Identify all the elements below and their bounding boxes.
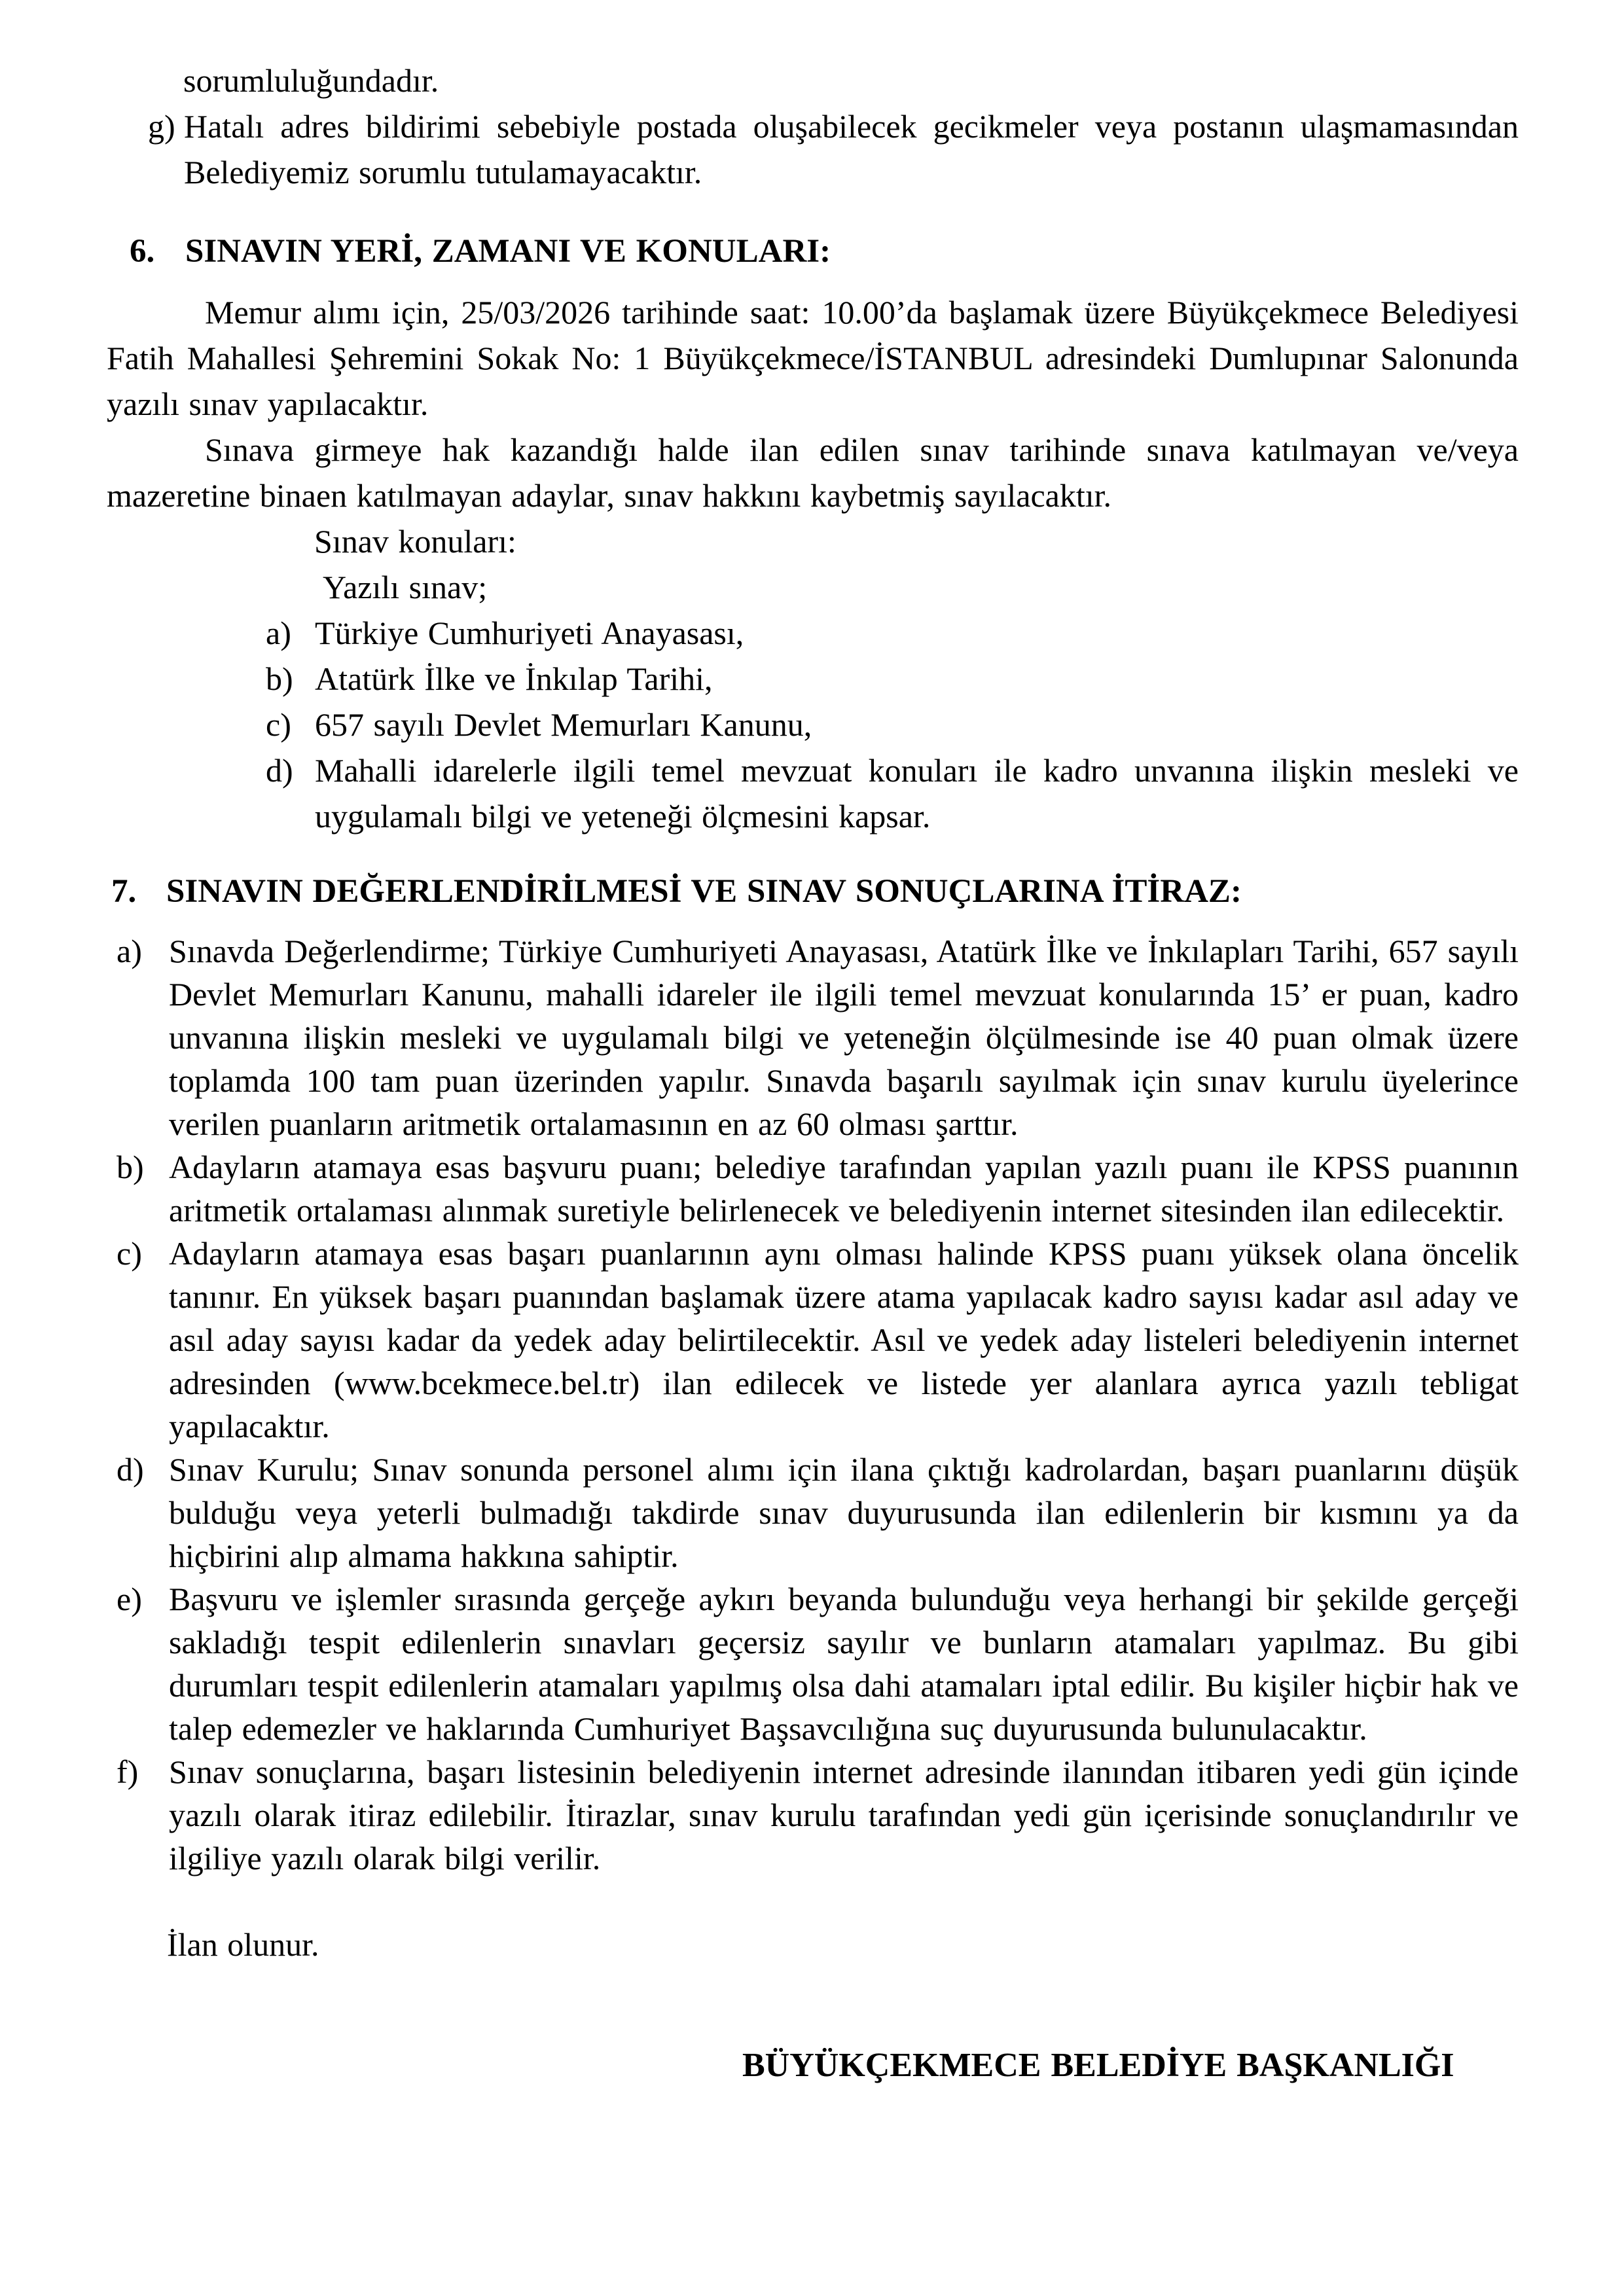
section-7-item-a [107,929,1519,1145]
section-6-heading [130,230,1519,272]
exam-subject-item-a-marker: a) [266,615,291,651]
section-7-item-b-text: Adayların atamaya esas başvuru puanı; belediye tarafından yapılan yazılı puanı ile KPSS puanının aritmetik ortalaması alınmak suretiyle belirlenecek ve belediyenin internet sitesinden ilan edilecektir. [169,1149,1519,1229]
section-7-heading [111,870,1519,912]
section-7-item-d [107,1448,1519,1577]
section-7-item-e-marker: e) [117,1581,142,1617]
section-7-item-e-text: Başvuru ve işlemler sırasında gerçeğe aykırı beyanda bulunduğu veya herhangi bir şekilde gerçeği sakladığı tespit edilenlerin sınavları geçersiz sayılır ve bunların atamaları yapılmaz. Bu gibi durumları tespit edilenlerin atamaları yapılmış olsa dahi atamaları iptal edilir. Bu kişiler hiçbir hak ve talep edemezler ve haklarında Cumhuriyet Başsavcılığına suç duyurusunda bulunulacaktır. [169,1581,1519,1747]
section-6-paragraph-1: Memur alımı için, 25/03/2026 tarihinde saat: 10.00’da başlamak üzere Büyükçekmece Belediyesi Fatih Mahallesi Şehremini Sokak No: 1 Büyükçekmece/İSTANBUL adresindeki Dumlupınar Salonunda yazılı sınav yapılacaktır. [107,294,1519,422]
exam-subject-item-d [107,747,1519,839]
list-item-g-text: Hatalı adres bildirimi sebebiyle postada oluşabilecek gecikmeler veya postanın ulaşmamasından Belediyemiz sorumlu tutulamayacaktır. [184,108,1519,190]
exam-subject-item-b-text: Atatürk İlke ve İnkılap Tarihi, [315,660,713,697]
exam-subject-item-d-text: Mahalli idarelerle ilgili temel mevzuat konuları ile kadro unvanına ilişkin mesleki ve uygulamalı bilgi ve yeteneği ölçmesini kapsar. [315,752,1519,834]
signature-line: BÜYÜKÇEKMECE BELEDİYE BAŞKANLIĞI [742,2047,1454,2084]
section-7-item-b [107,1145,1519,1232]
continuation-text: sorumluluğundadır. [183,62,439,99]
section-6-title: SINAVIN YERİ, ZAMANI VE KONULARI: [185,233,831,270]
section-6-paragraph-2: Sınava girmeye hak kazandığı halde ilan edilen sınav tarihinde sınava katılmayan ve/veya mazeretine binaen katılmayan adaylar, sınav hakkını kaybetmiş sayılacaktır. [107,431,1519,514]
exam-subject-item-c-marker: c) [266,706,291,743]
exam-subject-item-b [107,656,1519,702]
section-7-item-e [107,1577,1519,1750]
section-7-item-c-text: Adayların atamaya esas başarı puanlarının aynı olması halinde KPSS puanı yüksek olana öncelik tanınır. En yüksek başarı puanından başlamak üzere atama yapılacak kadro sayısı kadar asıl aday ve asıl aday sayısı kadar da yedek aday belirtilecektir. Asıl ve yedek aday listeleri belediyenin internet adresinden (www.bcekmece.bel.tr) ilan edilecek ve listede yer alanlara ayrıca yazılı tebligat yapılacaktır. [169,1235,1519,1444]
section-6-number: 6. [130,233,155,270]
section-7-item-b-marker: b) [117,1149,144,1185]
exam-subject-item-c [107,702,1519,747]
section-7-title: SINAVIN DEĞERLENDİRİLMESİ VE SINAV SONUÇLARINA İTİRAZ: [166,873,1242,910]
exam-subject-item-b-marker: b) [266,660,293,697]
exam-subject-item-d-marker: d) [266,752,293,789]
section-7-item-d-text: Sınav Kurulu; Sınav sonunda personel alımı için ilana çıktığı kadrolardan, başarı puanlarını düşük bulduğu veya yeterli bulmadığı takdirde sınav duyurusunda ilan edilenlerin bir kısmını ya da hiçbirini alıp almama hakkına sahiptir. [169,1451,1519,1574]
section-7-item-a-text: Sınavda Değerlendirme; Türkiye Cumhuriyeti Anayasası, Atatürk İlke ve İnkılapları Tarihi, 657 sayılı Devlet Memurları Kanunu, mahalli idareler ile ilgili temel mevzuat konularında 15’ er puan, kadro unvanına ilişkin mesleki ve uygulamalı bilgi ve yeteneğin ölçülmesinde ise 40 puan olmak üzere toplamda 100 tam puan üzerinden yapılır. Sınavda başarılı sayılmak için sınav kurulu üyelerince verilen puanların aritmetik ortalamasının en az 60 olması şarttır. [169,933,1519,1142]
section-7-item-d-marker: d) [117,1451,144,1488]
section-7-item-a-marker: a) [117,933,142,969]
closing-line: İlan olunur. [167,1926,319,1963]
exam-subjects-label: Sınav konuları: [314,523,516,560]
section-7-item-f-text: Sınav sonuçlarına, başarı listesinin belediyenin internet adresinde ilanından itibaren yedi gün içinde yazılı olarak itiraz edilebilir. İtirazlar, sınav kurulu tarafından yedi gün içerisinde sonuçlandırılır ve ilgiliye yazılı olarak bilgi verilir. [169,1753,1519,1876]
section-7-item-f [107,1750,1519,1880]
section-7-item-c-marker: c) [117,1235,142,1272]
section-7-item-c [107,1232,1519,1448]
section-7-item-f-marker: f) [117,1753,139,1790]
exam-subject-item-a-text: Türkiye Cumhuriyeti Anayasası, [315,615,744,651]
list-item-g-marker: g) [148,108,175,145]
exam-subject-item-a [107,610,1519,656]
exam-subject-item-c-text: 657 sayılı Devlet Memurları Kanunu, [315,706,812,743]
written-exam-label: Yazılı sınav; [323,569,488,605]
section-7-number: 7. [111,873,137,910]
list-item-g [107,103,1519,195]
